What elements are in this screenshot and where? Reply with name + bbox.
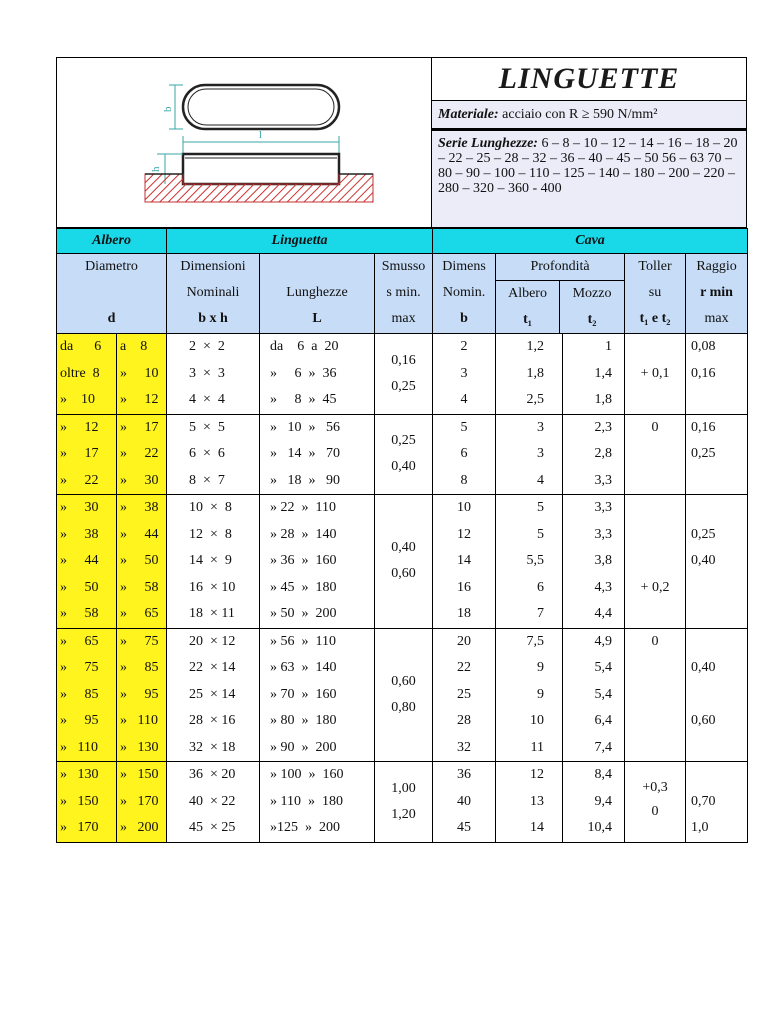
cell-L: » 28 » 140 (270, 526, 337, 542)
cell-smusso-min: 1,00 (391, 780, 416, 796)
cell-b: 18 (457, 606, 472, 621)
col-toller (625, 762, 686, 843)
col-t2 (563, 334, 625, 415)
cell-L: » 100 » 160 (270, 767, 344, 782)
header-dmn-l3: b (460, 311, 468, 326)
cell-d-from: » 50 (60, 579, 99, 595)
cell-L: » 63 » 140 (270, 660, 337, 675)
cell-L: » 80 » 180 (270, 713, 337, 728)
materiale-text: acciaio con R ≥ 590 N/mm² (498, 107, 658, 122)
cell-d-to: » 130 (120, 739, 159, 755)
cell-d-to: » 17 (120, 419, 159, 435)
cell-d-from: » 22 (60, 472, 99, 488)
table-row-group (57, 495, 748, 629)
table-body (57, 334, 748, 843)
header-toller (625, 254, 686, 334)
group-albero: Albero (57, 229, 167, 254)
cell-b: 45 (457, 820, 472, 835)
cell-d-to: » 200 (120, 820, 159, 835)
header-lunghezze (260, 254, 375, 334)
cell-raggio (686, 762, 747, 789)
header-diametro-l2 (57, 280, 166, 306)
cell-raggio (686, 495, 747, 522)
col-b (433, 334, 496, 415)
cell-t2: 10,4 (587, 820, 613, 835)
cell-L: » 14 » 70 (270, 446, 341, 461)
cell-d-from: oltre 8 (60, 365, 100, 381)
col-raggio (686, 414, 748, 495)
serie-box (432, 129, 747, 228)
col-t1 (496, 628, 563, 762)
col-t2 (563, 628, 625, 762)
col-L (260, 334, 375, 415)
cell-L: » 50 » 200 (270, 606, 337, 621)
cell-bxh: 20 × 12 (189, 633, 236, 649)
col-bxh (167, 495, 260, 629)
cell-t1: 5,5 (526, 553, 545, 568)
header-mozzo-l1: Mozzo (572, 286, 612, 301)
cell-t2: 3,3 (594, 472, 613, 488)
cell-smusso-max: 0,25 (391, 378, 416, 394)
cell-b: 22 (457, 660, 472, 675)
table-row-group (57, 334, 748, 415)
cell-bxh: 36 × 20 (189, 767, 236, 782)
table-row-group (57, 762, 748, 843)
cell-L: »125 » 200 (270, 820, 341, 835)
cell-bxh: 10 × 8 (189, 500, 232, 515)
header-profondita (496, 254, 625, 334)
cell-t1: 2,5 (526, 392, 545, 407)
col-raggio (686, 628, 748, 762)
cell-raggio (686, 629, 747, 656)
column-header-row (57, 254, 748, 334)
cell-t2: 4,4 (594, 606, 613, 621)
group-header-row (57, 229, 748, 254)
materiale-box (432, 101, 747, 129)
col-t1 (496, 762, 563, 843)
cell-d-to: » 10 (120, 365, 159, 381)
cell-d-from: » 170 (60, 820, 99, 835)
cell-d-to: » 12 (120, 392, 159, 407)
cell-d-to: » 85 (120, 660, 159, 675)
cell-b: 10 (457, 500, 472, 515)
header-albero-t1 (496, 281, 560, 333)
cell-b: 2 (460, 339, 468, 354)
cell-bxh: 8 × 7 (189, 472, 225, 488)
cell-d-to: » 150 (120, 767, 159, 782)
col-t2 (563, 762, 625, 843)
header-smu-l2: s min. (386, 285, 421, 300)
cell-d-from: » 38 (60, 526, 99, 542)
cell-L: » 45 » 180 (270, 579, 337, 595)
cell-smusso-min: 0,16 (391, 352, 416, 368)
col-raggio (686, 762, 748, 843)
cell-raggio: 0,16 (691, 365, 716, 381)
cell-t2: 5,4 (594, 660, 613, 675)
cell-d-to: » 30 (120, 472, 159, 488)
cell-smusso-min: 0,25 (391, 433, 416, 449)
cell-d-to: » 110 (120, 713, 158, 728)
cell-t2: 1,4 (594, 365, 613, 381)
header-dim-l2: Nominali (186, 285, 240, 300)
cell-t1: 11 (530, 739, 545, 755)
cell-L: da 6 a 20 (270, 339, 339, 354)
cell-d-to: » 50 (120, 553, 159, 568)
cell-d-from: » 150 (60, 793, 99, 809)
cell-t2: 4,3 (594, 579, 613, 595)
linguette-table (56, 228, 748, 843)
cell-d-from: » 17 (60, 446, 99, 461)
cell-t1: 6 (537, 579, 545, 595)
cell-raggio: 0,40 (691, 660, 716, 675)
col-smusso (375, 628, 433, 762)
toller-value: 0 (651, 803, 659, 819)
col-bxh (167, 762, 260, 843)
cell-b: 20 (457, 633, 472, 649)
col-toller (625, 334, 686, 415)
header-rag-l3: max (704, 311, 729, 326)
header-dim-l1: Dimensioni (180, 259, 246, 274)
col-d-from (57, 414, 117, 495)
cell-L: » 70 » 160 (270, 686, 337, 702)
col-d-from (57, 628, 117, 762)
header-dim-l3: b x h (198, 311, 228, 326)
cell-bxh: 4 × 4 (189, 392, 225, 407)
toller-value: + 0,2 (640, 579, 670, 595)
cell-b: 16 (457, 579, 472, 595)
cell-bxh: 3 × 3 (189, 365, 225, 381)
cell-L: » 110 » 180 (270, 793, 343, 809)
cell-t2: 3,3 (594, 526, 613, 542)
cell-t2: 2,3 (594, 419, 613, 435)
cell-t1: 13 (530, 793, 545, 809)
cell-t1: 3 (537, 446, 545, 461)
col-d-to (117, 495, 167, 629)
cell-bxh: 18 × 11 (189, 606, 235, 621)
cell-t1: 12 (530, 767, 545, 782)
col-smusso (375, 334, 433, 415)
col-toller (625, 628, 686, 762)
header-tol-l2: su (648, 285, 662, 300)
cell-b: 8 (460, 472, 468, 488)
cell-t2: 2,8 (594, 446, 613, 461)
group-cava: Cava (433, 229, 748, 254)
header-dimensioni (167, 254, 260, 334)
header-lun-l1 (260, 254, 374, 280)
cell-t1: 3 (537, 419, 545, 435)
cell-d-from: » 95 (60, 713, 99, 728)
dim-b-label: b (162, 106, 174, 112)
cell-t2: 4,9 (594, 633, 613, 649)
col-t1 (496, 495, 563, 629)
table-row-group (57, 414, 748, 495)
cell-d-to: » 44 (120, 526, 159, 542)
cell-L: » 90 » 200 (270, 739, 337, 755)
cell-d-from: » 75 (60, 660, 99, 675)
cell-b: 40 (457, 793, 472, 809)
header-diametro-l1: Diametro (85, 259, 138, 274)
title-box (432, 57, 747, 101)
header-prof-title: Profondità (496, 254, 624, 281)
header-mozzo-t2 (560, 281, 624, 333)
col-L (260, 628, 375, 762)
cell-raggio: 1,0 (691, 820, 709, 835)
col-smusso (375, 762, 433, 843)
col-d-to (117, 762, 167, 843)
cell-b: 36 (457, 767, 472, 782)
cell-t1: 9 (537, 660, 545, 675)
cell-d-to: » 58 (120, 579, 159, 595)
cell-t1: 10 (530, 713, 545, 728)
header-dimens (433, 254, 496, 334)
cell-t1: 1,2 (526, 339, 545, 354)
col-t1 (496, 414, 563, 495)
header-mozzo-l2: t₂ (587, 312, 597, 327)
cell-bxh: 22 × 14 (189, 660, 236, 675)
cell-L: » 36 » 160 (270, 553, 337, 568)
cell-d-from: » 58 (60, 606, 99, 621)
cell-d-from: » 12 (60, 419, 99, 435)
col-b (433, 495, 496, 629)
cell-d-to: » 170 (120, 793, 159, 809)
materiale-label: Materiale: (438, 107, 499, 122)
cell-smusso-max: 0,40 (391, 459, 416, 475)
col-smusso (375, 495, 433, 629)
cell-raggio (686, 387, 747, 414)
linguette-sheet (56, 57, 747, 839)
header-diametro-l3: d (107, 311, 116, 326)
cell-b: 25 (457, 686, 472, 702)
cell-raggio: 0,60 (691, 713, 716, 728)
cell-b: 28 (457, 713, 472, 728)
cell-d-from: » 65 (60, 633, 99, 649)
col-L (260, 495, 375, 629)
page-title: LINGUETTE (498, 62, 680, 95)
cell-d-from: da 6 (60, 339, 102, 354)
cell-smusso-max: 0,60 (391, 566, 416, 582)
cell-b: 12 (457, 526, 472, 542)
col-t2 (563, 414, 625, 495)
cell-d-to: » 75 (120, 633, 159, 649)
cell-d-to: » 95 (120, 686, 159, 702)
header-lun-l3: L (312, 311, 322, 326)
cell-L: » 8 » 45 (270, 392, 337, 407)
cell-bxh: 32 × 18 (189, 739, 236, 755)
cell-bxh: 45 × 25 (189, 820, 236, 835)
cell-bxh: 25 × 14 (189, 686, 236, 702)
cell-t1: 1,8 (526, 365, 545, 381)
cell-bxh: 2 × 2 (189, 339, 225, 354)
cell-raggio: 0,08 (691, 339, 716, 354)
cell-raggio: 0,16 (691, 419, 716, 435)
col-b (433, 628, 496, 762)
cell-t2: 1 (605, 339, 613, 354)
col-toller (625, 495, 686, 629)
cell-bxh: 12 × 8 (189, 526, 232, 542)
col-d-from (57, 334, 117, 415)
toller-value: 0 (651, 633, 659, 649)
col-b (433, 414, 496, 495)
cell-t2: 1,8 (594, 392, 613, 407)
col-t1 (496, 334, 563, 415)
cell-d-from: » 85 (60, 686, 99, 702)
dim-l-label: l (259, 129, 263, 141)
col-L (260, 414, 375, 495)
col-d-to (117, 628, 167, 762)
cell-L: » 22 » 110 (270, 500, 336, 515)
header-tol-l1: Toller (638, 259, 672, 274)
header-rag-l1: Raggio (696, 259, 737, 274)
header-dmn-l1: Dimens (442, 259, 486, 274)
header-smu-l1: Smusso (381, 259, 426, 274)
col-raggio (686, 495, 748, 629)
cell-d-from: » 10 (60, 392, 95, 407)
toller-value: 0 (651, 419, 659, 435)
header-dmn-l2: Nomin. (442, 285, 486, 300)
cell-d-to: » 65 (120, 606, 159, 621)
cell-b: 3 (460, 365, 468, 381)
col-b (433, 762, 496, 843)
serie-label: Serie Lunghezze: (438, 136, 538, 151)
cell-raggio (686, 468, 747, 495)
cell-raggio (686, 682, 747, 709)
cell-smusso-min: 0,60 (391, 673, 416, 689)
header-diametro (57, 254, 167, 334)
cell-t1: 7,5 (526, 633, 545, 649)
header-prof-sub (496, 281, 624, 333)
cell-d-from: » 44 (60, 553, 99, 568)
table-row-group (57, 628, 748, 762)
cell-L: » 6 » 36 (270, 365, 337, 381)
cell-bxh: 16 × 10 (189, 579, 236, 595)
toller-value: +0,3 (642, 780, 668, 795)
cell-b: 4 (460, 392, 468, 407)
cell-raggio (686, 575, 747, 602)
cell-t2: 3,8 (594, 553, 613, 568)
cell-t1: 7 (537, 606, 545, 621)
col-bxh (167, 334, 260, 415)
col-L (260, 762, 375, 843)
header-smu-l3: max (391, 311, 416, 326)
serie-text: 6 – 8 – 10 – 12 – 14 – 16 – 18 – 20 – 22 – 25 – 28 – 32 – 36 – 40 – 45 – 50 56 – 63 70 – 80 – 90 – 100 – 110 – 125 – 140 – 180 – 200 – 220 – 280 – 320 – 360 - 400 (438, 136, 738, 196)
cell-t1: 4 (537, 472, 545, 488)
dim-h-label: h (150, 166, 162, 172)
sheet-header (56, 57, 747, 228)
cell-raggio: 0,25 (691, 446, 716, 461)
cell-bxh: 5 × 5 (189, 419, 225, 435)
col-bxh (167, 414, 260, 495)
cell-smusso-max: 1,20 (391, 806, 416, 822)
cell-d-from: » 110 (60, 739, 98, 755)
cell-raggio: 0,70 (691, 793, 716, 809)
cell-b: 14 (457, 553, 472, 568)
col-d-from (57, 762, 117, 843)
cell-raggio (686, 601, 747, 628)
cell-b: 32 (457, 739, 472, 755)
key-drawing (56, 57, 432, 228)
cell-t2: 7,4 (594, 739, 613, 755)
cell-b: 5 (460, 419, 468, 435)
group-linguetta: Linguetta (167, 229, 433, 254)
col-t2 (563, 495, 625, 629)
cell-bxh: 40 × 22 (189, 793, 236, 809)
cell-t1: 5 (537, 500, 545, 515)
cell-smusso-min: 0,40 (391, 540, 416, 556)
toller-blank (625, 334, 685, 361)
header-lun-l2: Lunghezze (286, 285, 348, 300)
cell-d-to: a 8 (120, 339, 148, 354)
cell-d-from: » 30 (60, 500, 99, 515)
header-smusso (375, 254, 433, 334)
col-bxh (167, 628, 260, 762)
cell-L: » 10 » 56 (270, 419, 341, 435)
cell-raggio: 0,40 (691, 553, 716, 568)
header-tol-l3: t₁ e t₂ (639, 311, 671, 326)
cell-t2: 6,4 (594, 713, 613, 728)
header-raggio (686, 254, 748, 334)
toller-value: + 0,1 (640, 365, 670, 381)
cell-raggio (686, 735, 747, 762)
cell-bxh: 6 × 6 (189, 446, 225, 461)
cell-t2: 8,4 (594, 767, 613, 782)
cell-t2: 3,3 (594, 500, 613, 515)
cell-L: » 56 » 110 (270, 633, 336, 649)
col-d-to (117, 414, 167, 495)
col-toller (625, 414, 686, 495)
cell-t1: 14 (530, 820, 545, 835)
cell-raggio: 0,25 (691, 526, 716, 542)
cell-d-to: » 38 (120, 500, 159, 515)
header-rag-l2: r min (700, 285, 733, 300)
cell-bxh: 14 × 9 (189, 553, 232, 568)
header-albero-l1: Albero (508, 286, 547, 301)
cell-d-from: » 130 (60, 767, 99, 782)
col-d-to (117, 334, 167, 415)
cell-t2: 9,4 (594, 793, 613, 809)
cell-smusso-max: 0,80 (391, 699, 416, 715)
cell-d-to: » 22 (120, 446, 159, 461)
cell-L: » 18 » 90 (270, 472, 341, 488)
header-albero-l2: t₁ (523, 312, 532, 327)
cell-t1: 9 (537, 686, 545, 702)
cell-bxh: 28 × 16 (189, 713, 236, 728)
col-d-from (57, 495, 117, 629)
cell-t2: 5,4 (594, 686, 613, 702)
col-smusso (375, 414, 433, 495)
col-raggio (686, 334, 748, 415)
cell-t1: 5 (537, 526, 545, 542)
key-drawing-svg (57, 58, 433, 229)
cell-b: 6 (460, 446, 468, 461)
